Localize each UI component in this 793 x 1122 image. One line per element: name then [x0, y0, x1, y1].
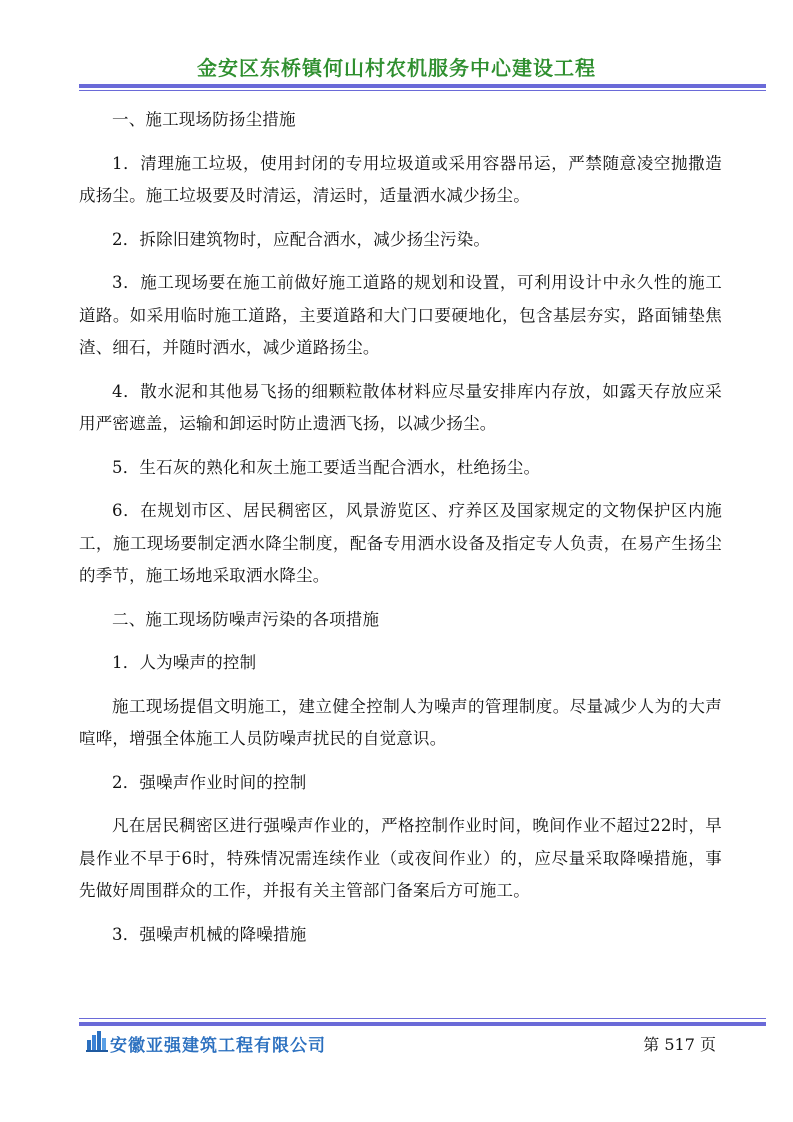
document-body	[79, 104, 722, 951]
paragraph: 4．散水泥和其他易飞扬的细颗粒散体材料应尽量安排库内存放，如露天存放应采用严密遮盖，运输和卸运时防止遗洒飞扬，以减少扬尘。	[79, 381, 722, 433]
paragraph: 施工现场提倡文明施工，建立健全控制人为噪声的管理制度。尽量减少人为的大声喧哗，增强全体施工人员防噪声扰民的自觉意识。	[79, 696, 722, 748]
subsection-heading: 2．强噪声作业时间的控制	[112, 772, 307, 792]
header-rule	[79, 84, 766, 88]
paragraph: 6．在规划市区、居民稠密区，风景游览区、疗养区及国家规定的文物保护区内施工，施工现场要制定洒水降尘制度，配备专用洒水设备及指定专人负责，在易产生扬尘的季节，施工场地采取洒水降尘。	[79, 501, 722, 585]
footer-rule-thin	[79, 1018, 766, 1019]
footer-company-name: 安徽亚强建筑工程有限公司	[110, 1036, 326, 1056]
paragraph: 5．生石灰的熟化和灰土施工要适当配合洒水，杜绝扬尘。	[112, 457, 541, 477]
paragraph: 凡在居民稠密区进行强噪声作业的，严格控制作业时间，晚间作业不超过22时，早晨作业不早于6时，特殊情况需连续作业（或夜间作业）的，应尽量采取降噪措施，事先做好周围群众的工作，并报有关主管部门备案后方可施工。	[79, 816, 722, 900]
paragraph: 3．施工现场要在施工前做好施工道路的规划和设置，可利用设计中永久性的施工道路。如采用临时施工道路，主要道路和大门口要硬地化，包含基层夯实，路面铺垫焦渣、细石，并随时洒水，减少道路扬尘。	[79, 273, 722, 357]
header-rule-thin	[79, 90, 766, 91]
footer-rule	[79, 1022, 766, 1026]
subsection-heading: 1．人为噪声的控制	[112, 653, 257, 672]
subsection-heading: 3．强噪声机械的降噪措施	[112, 924, 307, 944]
section-heading: 一、施工现场防扬尘措施	[112, 110, 296, 129]
section-heading: 二、施工现场防噪声污染的各项措施	[112, 609, 380, 629]
paragraph: 2．拆除旧建筑物时，应配合洒水，减少扬尘污染。	[112, 229, 491, 249]
paragraph: 1．清理施工垃圾，使用封闭的专用垃圾道或采用容器吊运，严禁随意凌空抛撒造成扬尘。施工垃圾要及时清运，清运时，适量洒水减少扬尘。	[79, 153, 722, 205]
building-logo-icon	[86, 1030, 108, 1052]
page-number: 第 517 页	[643, 1035, 716, 1054]
page-header-title: 金安区东桥镇何山村农机服务中心建设工程	[197, 56, 596, 80]
